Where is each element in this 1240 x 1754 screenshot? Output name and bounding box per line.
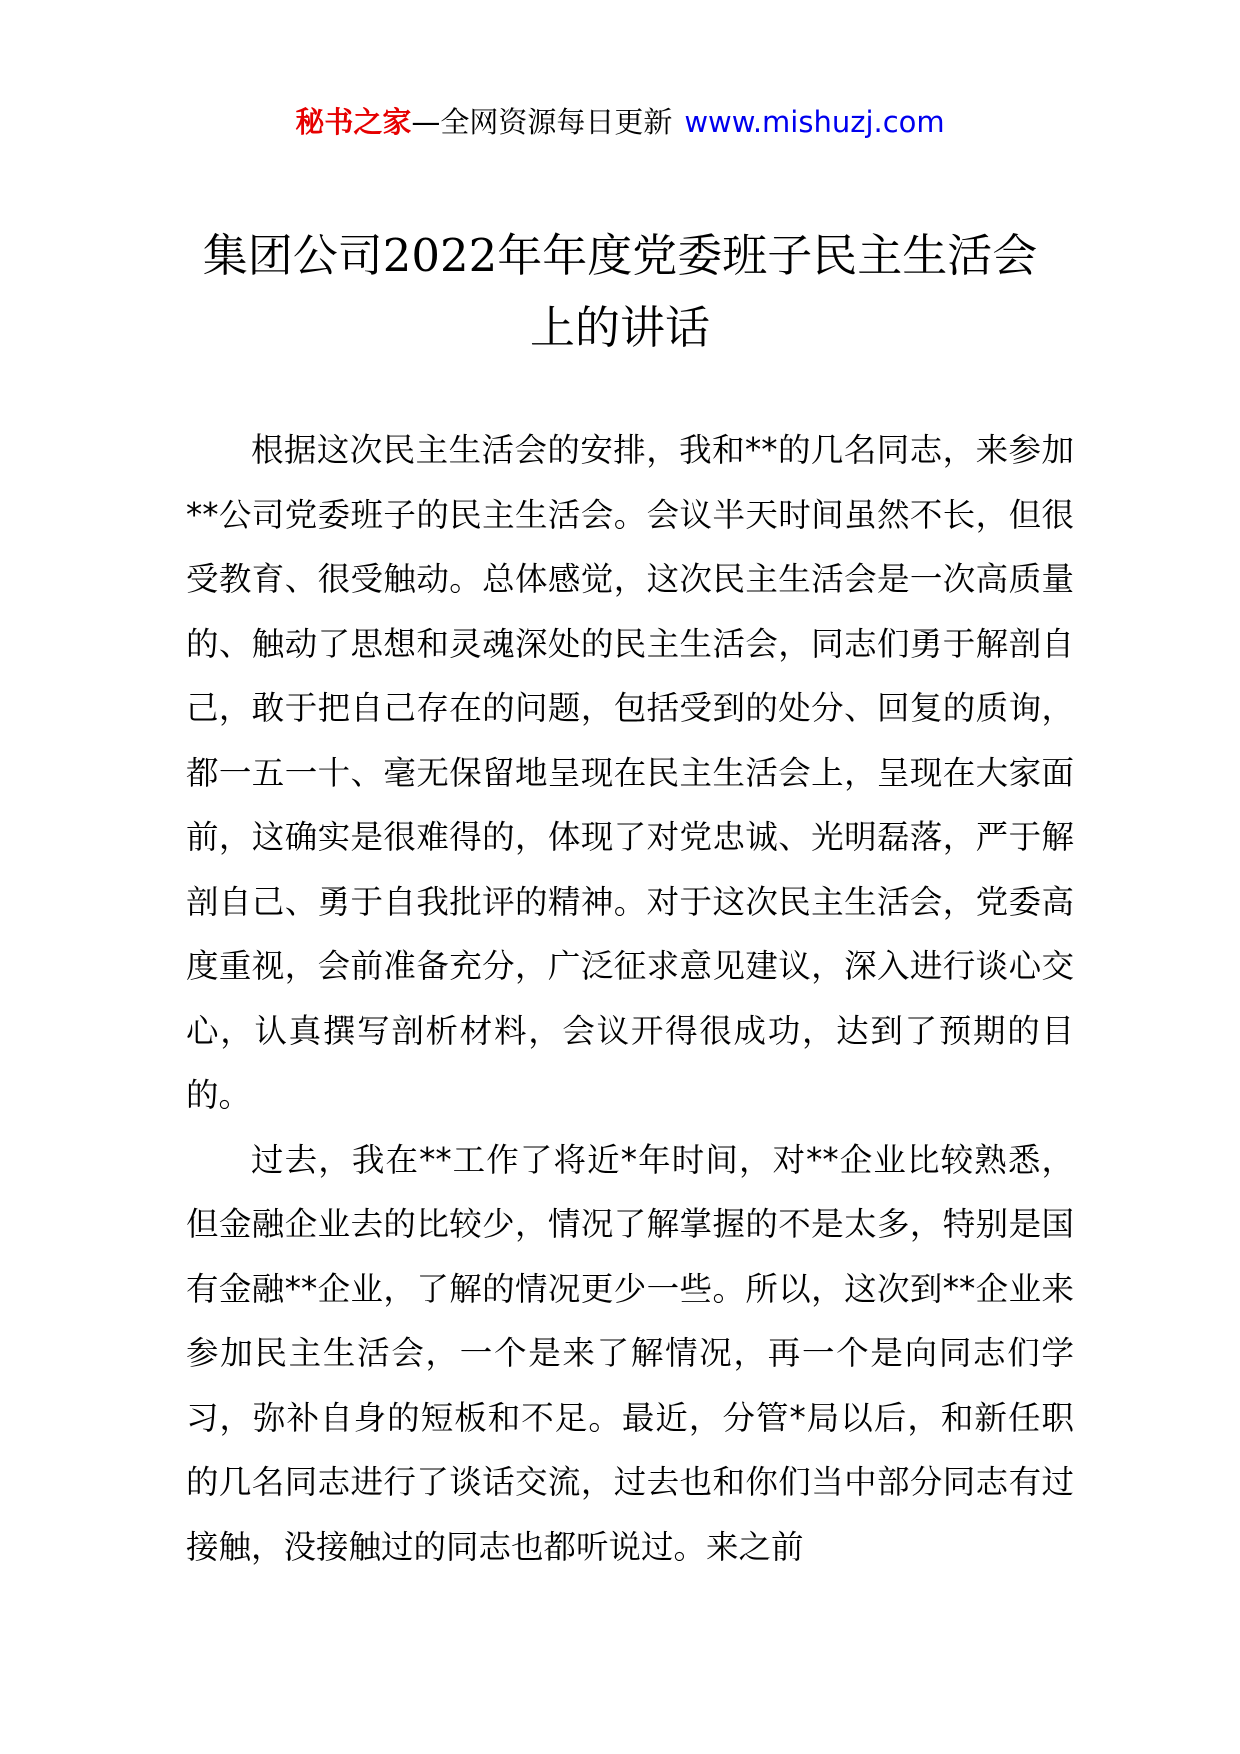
header-slogan: —全网资源每日更新: [411, 105, 673, 139]
body-paragraph-1: 根据这次民主生活会的安排，我和**的几名同志，来参加**公司党委班子的民主生活会。会议半天时间虽然不长，但很受教育、很受触动。总体感觉，这次民主生活会是一次高质量的、触动了思想和灵魂深处的民主生活会，同志们勇于解剖自己，敢于把自己存在的问题，包括受到的处分、回复的质询，都一五一十、毫无保留地呈现在民主生活会上，呈现在大家面前，这确实是很难得的，体现了对党忠诚、光明磊落，严于解剖自己、勇于自我批评的精神。对于这次民主生活会，党委高度重视，会前准备充分，广泛征求意见建议，深入进行谈心交心，认真撰写剖析材料，会议开得很成功，达到了预期的目的。: [186, 431, 1074, 1114]
page-header: [0, 100, 1240, 144]
title-line-1: 集团公司2022年年度党委班子民主生活会: [202, 229, 1038, 282]
header-brand: 秘书之家: [295, 105, 412, 139]
document-body: [186, 418, 1074, 1579]
title-line-2: 上的讲话: [529, 301, 710, 354]
header-url-link[interactable]: www.mishuzj.com: [684, 105, 945, 139]
document-title: [160, 220, 1080, 364]
body-paragraph-2: 过去，我在**工作了将近*年时间，对**企业比较熟悉，但金融企业去的比较少，情况了解掌握的不是太多，特别是国有金融**企业，了解的情况更少一些。所以，这次到**企业来参加民主生活会，一个是来了解情况，再一个是向同志们学习，弥补自身的短板和不足。最近，分管*局以后，和新任职的几名同志进行了谈话交流，过去也和你们当中部分同志有过接触，没接触过的同志也都听说过。来之前: [186, 1140, 1074, 1566]
